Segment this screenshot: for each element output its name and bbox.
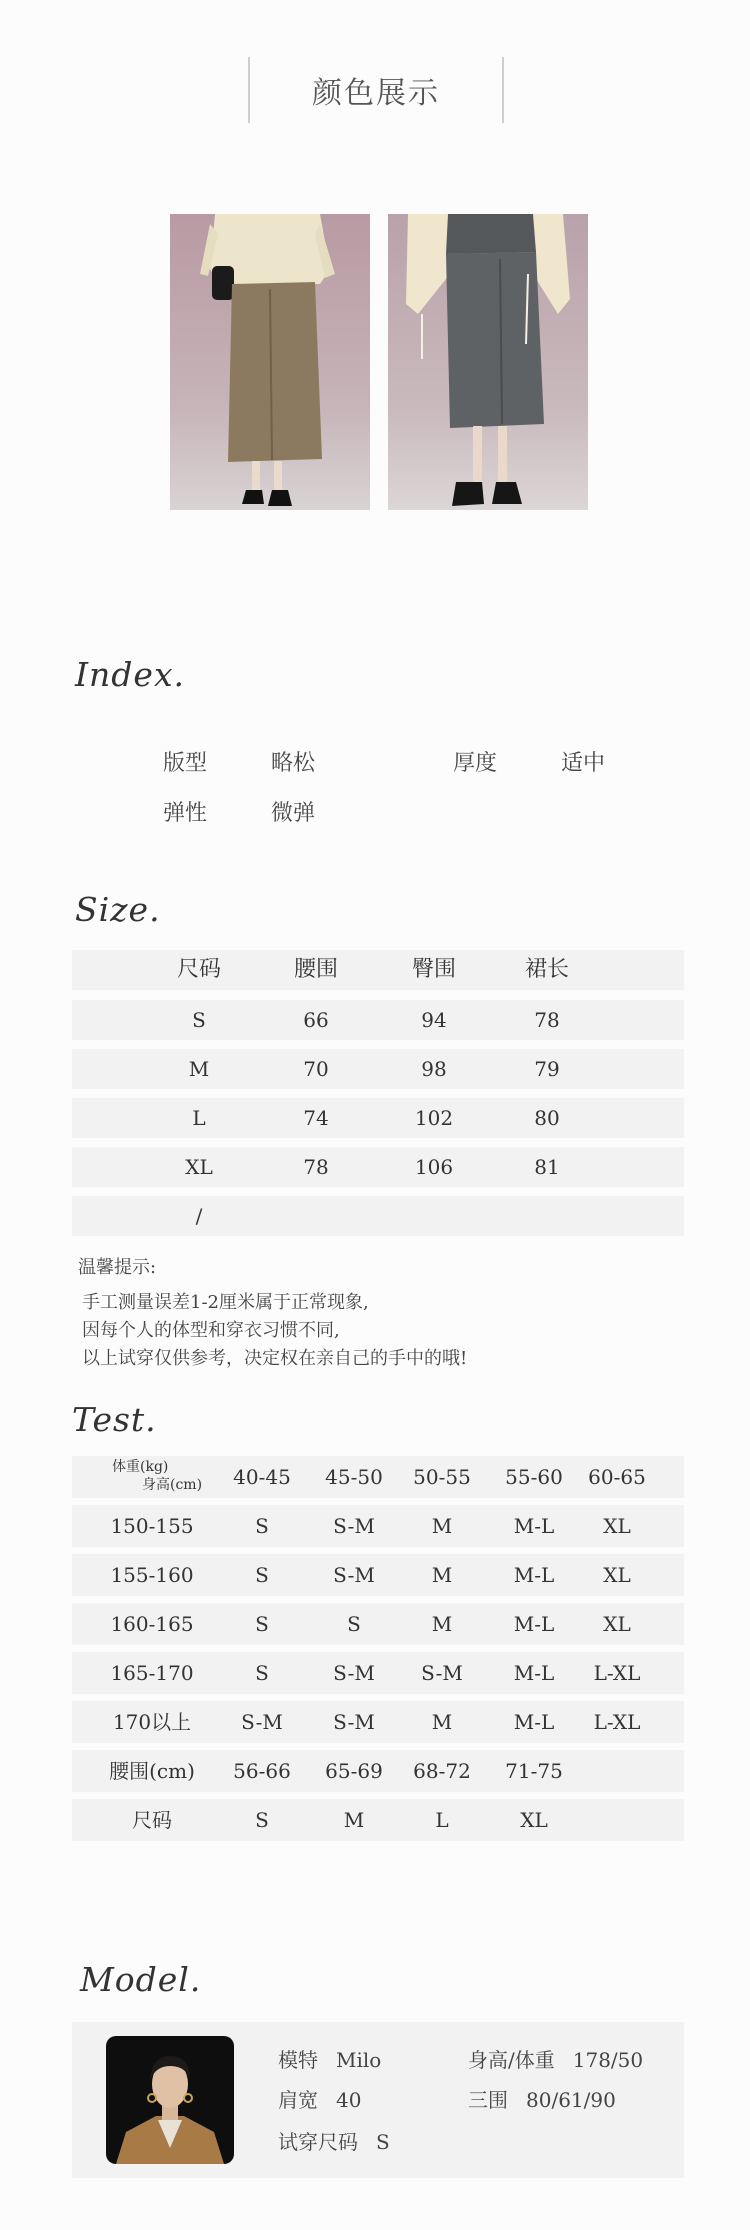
page-title: 颜色展示 [312, 76, 440, 111]
index-value-fit: 略松 [271, 751, 316, 776]
section-title-frame [248, 57, 504, 123]
table-cell: S [255, 1808, 269, 1832]
table-cell: XL [185, 1155, 213, 1179]
size-col-hip: 臀围 [411, 957, 457, 982]
table-cell: M [431, 1710, 453, 1734]
size-note-line: 以上试穿仅供参考，决定权在亲自己的手中的哦! [82, 1348, 468, 1369]
table-cell: S [192, 1008, 206, 1032]
weight-col: 55-60 [505, 1465, 563, 1489]
table-cell: 70 [303, 1057, 329, 1081]
weight-col: 40-45 [233, 1465, 291, 1489]
model-name [278, 2044, 381, 2073]
table-cell: M-L [513, 1612, 555, 1636]
table-row [72, 1701, 684, 1743]
table-cell: S [255, 1563, 269, 1587]
model-shoulder-value: 40 [336, 2088, 362, 2112]
model-heading: Model. [80, 1960, 202, 1999]
model-trial-size [278, 2126, 390, 2155]
table-row [72, 1049, 684, 1089]
table-cell: 66 [303, 1008, 329, 1032]
table-cell: 78 [303, 1155, 329, 1179]
table-cell: XL [520, 1808, 548, 1832]
height-axis-label: 身高(cm) [142, 1477, 203, 1493]
table-cell: L-XL [593, 1661, 641, 1685]
table-cell: M [431, 1514, 453, 1538]
table-cell: L [435, 1808, 449, 1832]
table-cell: 79 [534, 1057, 560, 1081]
table-cell: S-M [421, 1661, 463, 1685]
table-cell: 81 [534, 1155, 560, 1179]
size-table-header [72, 950, 684, 990]
table-row [72, 1147, 684, 1187]
table-cell: S-M [333, 1710, 375, 1734]
height-cell: 155-160 [110, 1563, 194, 1587]
table-cell: M [431, 1563, 453, 1587]
table-cell: M [188, 1057, 210, 1081]
table-cell: 71-75 [505, 1759, 563, 1783]
size-col-size: 尺码 [176, 957, 222, 982]
weight-axis-label: 体重(kg) [112, 1459, 169, 1475]
table-cell: S [255, 1612, 269, 1636]
table-cell: S [255, 1514, 269, 1538]
height-cell: 165-170 [110, 1661, 194, 1685]
size-row [72, 1799, 684, 1841]
table-cell: M-L [513, 1710, 555, 1734]
table-row [72, 1554, 684, 1596]
table-cell: 78 [534, 1008, 560, 1032]
table-cell: S-M [333, 1661, 375, 1685]
table-cell: 102 [414, 1106, 454, 1130]
weight-col: 45-50 [325, 1465, 383, 1489]
model-card [72, 2022, 684, 2178]
table-cell: 68-72 [413, 1759, 471, 1783]
model-hw-value: 178/50 [572, 2048, 644, 2072]
table-cell: S [347, 1612, 361, 1636]
waist-row [72, 1750, 684, 1792]
model-measurements [468, 2084, 616, 2113]
table-cell: XL [603, 1514, 631, 1538]
waist-label: 腰围(cm) [109, 1759, 195, 1783]
table-cell: 65-69 [325, 1759, 383, 1783]
height-cell: 160-165 [110, 1612, 194, 1636]
table-row [72, 1652, 684, 1694]
model-height-weight [468, 2044, 643, 2073]
index-label-fit: 版型 [163, 751, 208, 776]
index-label-elasticity: 弹性 [163, 801, 208, 826]
size-heading: Size. [75, 890, 161, 929]
table-cell: 94 [421, 1008, 447, 1032]
model-shoulder [278, 2084, 361, 2113]
size-col-waist: 腰围 [293, 957, 339, 982]
table-cell: M-L [513, 1514, 555, 1538]
table-row [72, 1603, 684, 1645]
index-value-thickness: 适中 [561, 751, 606, 776]
table-row [72, 1196, 684, 1236]
weight-col: 60-65 [588, 1465, 646, 1489]
avatar [106, 2036, 234, 2164]
grey-skirt-photo [388, 214, 588, 510]
table-cell: / [195, 1204, 203, 1228]
index-heading: Index. [75, 655, 186, 694]
model-trial-value: S [376, 2130, 390, 2154]
model-bust-label: 三围 [468, 2088, 508, 2112]
model-name-value: Milo [336, 2048, 382, 2072]
test-corner-label [112, 1458, 232, 1494]
weight-col: 50-55 [413, 1465, 471, 1489]
table-cell: S-M [241, 1710, 283, 1734]
table-cell: XL [603, 1563, 631, 1587]
size-note-line: 因每个人的体型和穿衣习惯不同, [82, 1320, 340, 1341]
index-label-thickness: 厚度 [453, 751, 498, 776]
table-cell: 98 [421, 1057, 447, 1081]
model-shoulder-label: 肩宽 [278, 2088, 318, 2112]
table-cell: S-M [333, 1563, 375, 1587]
size-label: 尺码 [132, 1808, 172, 1832]
table-cell: 80 [534, 1106, 560, 1130]
test-table-header [72, 1456, 684, 1498]
table-row [72, 1000, 684, 1040]
table-cell: L-XL [593, 1710, 641, 1734]
size-col-length: 裙长 [524, 957, 570, 982]
model-name-label: 模特 [278, 2048, 318, 2072]
model-hw-label: 身高/体重 [468, 2048, 555, 2072]
size-note-title: 温馨提示: [78, 1257, 157, 1278]
height-cell: 170以上 [112, 1710, 192, 1734]
table-cell: M-L [513, 1563, 555, 1587]
test-heading: Test. [72, 1400, 157, 1439]
table-cell: M [343, 1808, 365, 1832]
index-value-elasticity: 微弹 [271, 801, 316, 826]
table-cell: M [431, 1612, 453, 1636]
model-bust-value: 80/61/90 [526, 2088, 616, 2112]
height-cell: 150-155 [110, 1514, 194, 1538]
table-cell: L [192, 1106, 206, 1130]
table-row [72, 1505, 684, 1547]
khaki-skirt-photo [170, 214, 370, 510]
table-cell: M-L [513, 1661, 555, 1685]
size-note-line: 手工测量误差1-2厘米属于正常现象, [82, 1292, 369, 1313]
table-cell: 74 [303, 1106, 329, 1130]
table-cell: 56-66 [233, 1759, 291, 1783]
table-cell: XL [603, 1612, 631, 1636]
model-trial-label: 试穿尺码 [278, 2130, 358, 2154]
table-row [72, 1098, 684, 1138]
table-cell: S [255, 1661, 269, 1685]
table-cell: 106 [414, 1155, 454, 1179]
table-cell: S-M [333, 1514, 375, 1538]
